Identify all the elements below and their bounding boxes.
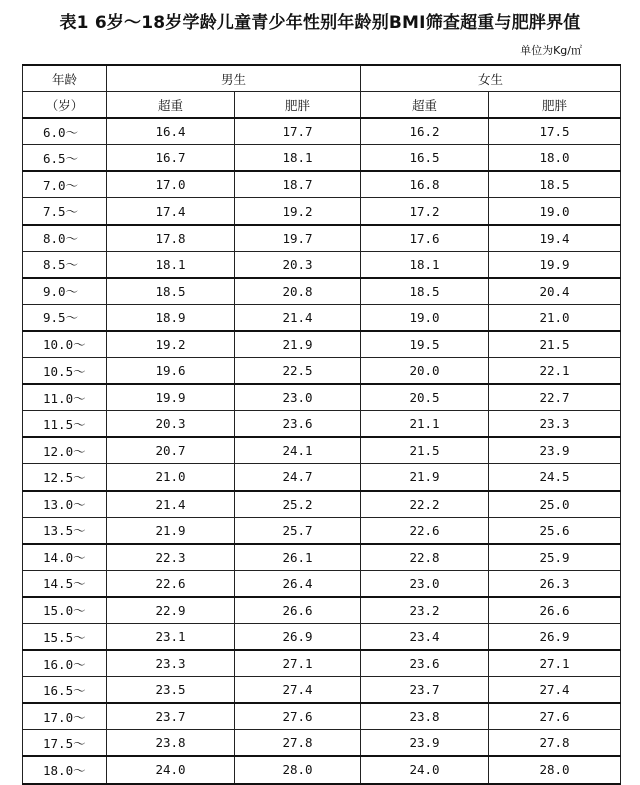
male-obese-cell: 25.7	[235, 517, 361, 544]
male-overweight-cell: 17.0	[107, 171, 235, 198]
male-overweight-cell: 23.8	[107, 730, 235, 757]
table-row	[23, 491, 621, 518]
male-obese-cell: 26.4	[235, 570, 361, 597]
age-cell: 16.0～	[23, 650, 107, 677]
female-overweight-cell: 17.2	[361, 198, 489, 225]
female-obese-cell: 27.1	[489, 650, 621, 677]
table-row	[23, 544, 621, 571]
header-row-1	[23, 65, 621, 92]
male-obese-cell: 25.2	[235, 491, 361, 518]
male-obese-cell: 26.9	[235, 623, 361, 650]
age-cell: 17.0～	[23, 703, 107, 730]
table-row	[23, 623, 621, 650]
female-overweight-cell: 23.2	[361, 597, 489, 624]
age-cell: 12.5～	[23, 464, 107, 491]
female-obese-cell: 23.9	[489, 437, 621, 464]
male-overweight-cell: 18.5	[107, 278, 235, 305]
female-overweight-cell: 16.5	[361, 145, 489, 172]
female-overweight-cell: 16.2	[361, 118, 489, 145]
male-obese-cell: 21.9	[235, 331, 361, 358]
female-overweight-cell: 18.1	[361, 251, 489, 278]
male-overweight-cell: 24.0	[107, 756, 235, 783]
age-cell: 7.5～	[23, 198, 107, 225]
age-cell: 17.5～	[23, 730, 107, 757]
female-overweight-cell: 23.8	[361, 703, 489, 730]
male-overweight-cell: 18.1	[107, 251, 235, 278]
female-obese-cell: 28.0	[489, 756, 621, 783]
table-row	[23, 730, 621, 757]
male-overweight-cell: 23.1	[107, 623, 235, 650]
male-overweight-cell: 22.9	[107, 597, 235, 624]
male-overweight-cell: 22.3	[107, 544, 235, 571]
age-cell: 10.5～	[23, 358, 107, 385]
female-overweight-cell: 23.6	[361, 650, 489, 677]
female-overweight-header: 超重	[361, 92, 489, 119]
table-row	[23, 703, 621, 730]
table-row	[23, 677, 621, 704]
table-row	[23, 171, 621, 198]
female-obese-cell: 27.4	[489, 677, 621, 704]
male-obese-cell: 28.0	[235, 756, 361, 783]
female-overweight-cell: 20.0	[361, 358, 489, 385]
female-obese-cell: 24.5	[489, 464, 621, 491]
male-overweight-cell: 19.9	[107, 384, 235, 411]
age-cell: 8.0～	[23, 225, 107, 252]
female-overweight-cell: 22.2	[361, 491, 489, 518]
male-obese-cell: 26.1	[235, 544, 361, 571]
female-overweight-cell: 20.5	[361, 384, 489, 411]
male-obese-cell: 24.1	[235, 437, 361, 464]
age-cell: 16.5～	[23, 677, 107, 704]
male-obese-cell: 27.4	[235, 677, 361, 704]
male-overweight-cell: 23.3	[107, 650, 235, 677]
female-obese-cell: 25.6	[489, 517, 621, 544]
table-row	[23, 118, 621, 145]
male-overweight-header: 超重	[107, 92, 235, 119]
female-obese-cell: 22.1	[489, 358, 621, 385]
female-obese-cell: 23.3	[489, 411, 621, 438]
male-obese-cell: 27.1	[235, 650, 361, 677]
male-obese-cell: 23.0	[235, 384, 361, 411]
female-obese-cell: 26.9	[489, 623, 621, 650]
female-obese-cell: 26.3	[489, 570, 621, 597]
table-row	[23, 570, 621, 597]
table-row	[23, 198, 621, 225]
table-row	[23, 650, 621, 677]
female-obese-header: 肥胖	[489, 92, 621, 119]
male-obese-cell: 20.3	[235, 251, 361, 278]
female-obese-cell: 18.0	[489, 145, 621, 172]
male-obese-cell: 23.6	[235, 411, 361, 438]
male-overweight-cell: 22.6	[107, 570, 235, 597]
female-obese-cell: 21.0	[489, 304, 621, 331]
male-obese-cell: 26.6	[235, 597, 361, 624]
female-overweight-cell: 24.0	[361, 756, 489, 783]
female-header: 女生	[361, 65, 621, 92]
table-row	[23, 358, 621, 385]
male-obese-cell: 17.7	[235, 118, 361, 145]
male-obese-cell: 24.7	[235, 464, 361, 491]
table-row	[23, 597, 621, 624]
table-row	[23, 304, 621, 331]
female-overweight-cell: 21.5	[361, 437, 489, 464]
header-row-2	[23, 92, 621, 119]
male-obese-cell: 18.7	[235, 171, 361, 198]
age-cell: 18.0～	[23, 756, 107, 783]
male-obese-cell: 18.1	[235, 145, 361, 172]
male-overweight-cell: 17.8	[107, 225, 235, 252]
male-obese-cell: 19.7	[235, 225, 361, 252]
male-overweight-cell: 20.3	[107, 411, 235, 438]
male-overweight-cell: 20.7	[107, 437, 235, 464]
male-overweight-cell: 19.6	[107, 358, 235, 385]
unit-label: 单位为Kg/㎡	[520, 44, 582, 57]
table-body	[23, 118, 621, 783]
female-obese-cell: 18.5	[489, 171, 621, 198]
table-row	[23, 464, 621, 491]
female-overweight-cell: 19.0	[361, 304, 489, 331]
bmi-cutoff-table	[22, 64, 621, 785]
male-overweight-cell: 18.9	[107, 304, 235, 331]
male-overweight-cell: 17.4	[107, 198, 235, 225]
age-cell: 8.5～	[23, 251, 107, 278]
age-unit-header: （岁）	[23, 92, 107, 119]
female-overweight-cell: 23.7	[361, 677, 489, 704]
male-obese-cell: 27.6	[235, 703, 361, 730]
female-obese-cell: 19.9	[489, 251, 621, 278]
female-obese-cell: 25.9	[489, 544, 621, 571]
male-overweight-cell: 21.4	[107, 491, 235, 518]
age-cell: 13.5～	[23, 517, 107, 544]
male-obese-cell: 27.8	[235, 730, 361, 757]
male-obese-cell: 21.4	[235, 304, 361, 331]
age-cell: 6.5～	[23, 145, 107, 172]
table-row	[23, 411, 621, 438]
age-cell: 11.5～	[23, 411, 107, 438]
age-cell: 12.0～	[23, 437, 107, 464]
male-overweight-cell: 21.9	[107, 517, 235, 544]
table-row	[23, 384, 621, 411]
age-cell: 9.5～	[23, 304, 107, 331]
female-overweight-cell: 21.1	[361, 411, 489, 438]
age-cell: 6.0～	[23, 118, 107, 145]
age-cell: 13.0～	[23, 491, 107, 518]
female-obese-cell: 22.7	[489, 384, 621, 411]
age-cell: 15.5～	[23, 623, 107, 650]
female-obese-cell: 19.4	[489, 225, 621, 252]
age-header: 年龄	[23, 65, 107, 92]
table-row	[23, 331, 621, 358]
age-cell: 11.0～	[23, 384, 107, 411]
female-obese-cell: 27.8	[489, 730, 621, 757]
table-row	[23, 517, 621, 544]
age-cell: 15.0～	[23, 597, 107, 624]
table-row	[23, 145, 621, 172]
male-overweight-cell: 16.4	[107, 118, 235, 145]
male-obese-header: 肥胖	[235, 92, 361, 119]
male-overweight-cell: 23.7	[107, 703, 235, 730]
female-obese-cell: 21.5	[489, 331, 621, 358]
table-title: 表1 6岁～18岁学龄儿童青少年性别年龄别BMI筛查超重与肥胖界值	[59, 13, 581, 33]
age-cell: 9.0～	[23, 278, 107, 305]
age-cell: 14.5～	[23, 570, 107, 597]
female-overweight-cell: 19.5	[361, 331, 489, 358]
female-obese-cell: 25.0	[489, 491, 621, 518]
table-row	[23, 437, 621, 464]
female-overweight-cell: 23.0	[361, 570, 489, 597]
female-overweight-cell: 16.8	[361, 171, 489, 198]
age-cell: 7.0～	[23, 171, 107, 198]
female-overweight-cell: 23.9	[361, 730, 489, 757]
female-overweight-cell: 22.8	[361, 544, 489, 571]
table-row	[23, 756, 621, 783]
male-obese-cell: 20.8	[235, 278, 361, 305]
male-overweight-cell: 19.2	[107, 331, 235, 358]
female-overweight-cell: 23.4	[361, 623, 489, 650]
female-overweight-cell: 18.5	[361, 278, 489, 305]
female-obese-cell: 19.0	[489, 198, 621, 225]
table-row	[23, 278, 621, 305]
male-overweight-cell: 16.7	[107, 145, 235, 172]
table-row	[23, 251, 621, 278]
age-cell: 10.0～	[23, 331, 107, 358]
table-row	[23, 225, 621, 252]
female-obese-cell: 17.5	[489, 118, 621, 145]
male-obese-cell: 19.2	[235, 198, 361, 225]
age-cell: 14.0～	[23, 544, 107, 571]
female-obese-cell: 20.4	[489, 278, 621, 305]
male-overweight-cell: 23.5	[107, 677, 235, 704]
male-overweight-cell: 21.0	[107, 464, 235, 491]
female-obese-cell: 26.6	[489, 597, 621, 624]
female-obese-cell: 27.6	[489, 703, 621, 730]
female-overweight-cell: 21.9	[361, 464, 489, 491]
male-header: 男生	[107, 65, 361, 92]
male-obese-cell: 22.5	[235, 358, 361, 385]
female-overweight-cell: 22.6	[361, 517, 489, 544]
female-overweight-cell: 17.6	[361, 225, 489, 252]
